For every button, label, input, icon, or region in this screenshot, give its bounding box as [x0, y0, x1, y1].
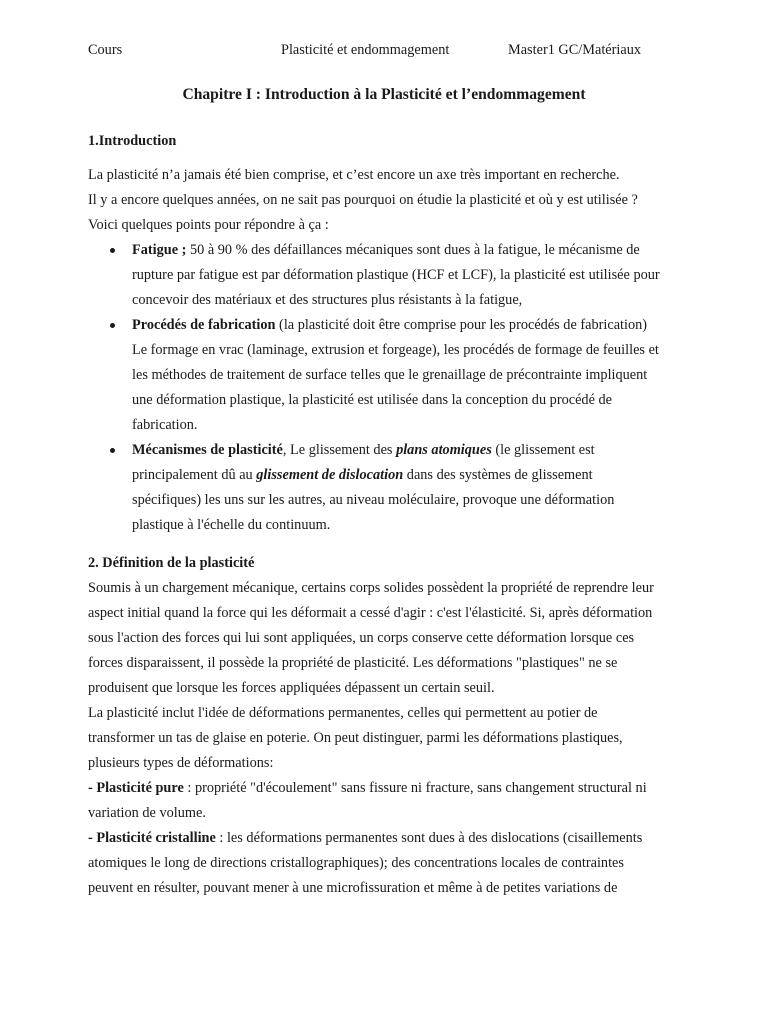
bullet-item-fatigue — [88, 238, 682, 313]
emphasis-text: glissement de dislocation — [256, 467, 404, 483]
bullet-icon — [110, 448, 115, 453]
intro-paragraph — [88, 163, 682, 238]
term-label: - Plasticité cristalline — [88, 830, 216, 846]
text-line: sous l'action des forces qui lui sont appliquées, un corps conserve cette déformation lorsque ces — [88, 630, 635, 646]
text-line: peuvent en résulter, pouvant mener à une microfissuration et même à de petites variations de — [88, 880, 618, 896]
text-line: aspect initial quand la force qui les déformait a cessé d'agir : c'est l'élasticité. Si, après déformation — [88, 605, 653, 621]
bullet-icon — [110, 323, 115, 328]
text-line: Soumis à un chargement mécanique, certains corps solides possèdent la propriété de reprendre leur — [88, 580, 654, 596]
text-line: La plasticité inclut l'idée de déformations permanentes, celles qui permettent au potier de — [88, 705, 598, 721]
text-line: concevoir des matériaux et des structures plus résistants à la fatigue, — [132, 292, 523, 308]
intro-bullet-list — [88, 238, 682, 538]
header-subject: Plasticité et endommagement — [281, 42, 450, 58]
chapter-title: Chapitre I : Introduction à la Plasticité et l’endommagement — [182, 86, 586, 103]
text-line: spécifiques) les uns sur les autres, au niveau moléculaire, provoque une déformation — [132, 492, 615, 508]
bullet-item-fabrication — [88, 313, 682, 438]
document-body — [88, 129, 682, 901]
text-line: Voici quelques points pour répondre à ça : — [88, 217, 329, 233]
text-line: transformer un tas de glaise en poterie. On peut distinguer, parmi les déformations plastiques, — [88, 730, 623, 746]
text-line: principalement dû au glissement de dislocation dans des systèmes de glissement — [132, 467, 593, 483]
text-line: Mécanismes de plasticité, Le glissement des plans atomiques (le glissement est — [132, 442, 595, 458]
term-label: - Plasticité pure — [88, 780, 184, 796]
text-line: plastique à l'échelle du continuum. — [132, 517, 331, 533]
bullet-icon — [110, 248, 115, 253]
text-line: les méthodes de traitement de surface telles que le grenaillage de précontrainte impliquent — [132, 367, 648, 383]
text-line: plusieurs types de déformations: — [88, 755, 274, 771]
text-line: - Plasticité pure : propriété "d'écoulement" sans fissure ni fracture, sans changement structural ni — [88, 780, 647, 796]
text-line: - Plasticité cristalline : les déformations permanentes sont dues à des dislocations (cisaillements — [88, 830, 643, 846]
bullet-item-mecanismes — [88, 438, 682, 538]
text-line: une déformation plastique, la plasticité est utilisée dans la conception du procédé de — [132, 392, 612, 408]
section-heading-definition: 2. Définition de la plasticité — [88, 555, 255, 571]
bullet-label: Mécanismes de plasticité — [132, 442, 283, 458]
header-level: Master1 GC/Matériaux — [508, 42, 642, 58]
text-line: produisent que lorsque les forces appliquées dépassent un certain seuil. — [88, 680, 495, 696]
text-line: La plasticité n’a jamais été bien comprise, et c’est encore un axe très important en recherche. — [88, 167, 620, 183]
text-line: Fatigue ; 50 à 90 % des défaillances mécaniques sont dues à la fatigue, le mécanisme de — [132, 242, 640, 258]
plasticite-pure-item — [88, 776, 682, 826]
text-line: Le formage en vrac (laminage, extrusion et forgeage), les procédés de formage de feuilles et — [132, 342, 659, 358]
types-paragraph — [88, 701, 682, 776]
text-line: fabrication. — [132, 417, 198, 433]
section-heading-introduction: 1.Introduction — [88, 133, 177, 149]
emphasis-text: plans atomiques — [396, 442, 492, 458]
text-line: rupture par fatigue est par déformation plastique (HCF et LCF), la plasticité est utilisée pour — [132, 267, 660, 283]
text-line: atomiques le long de directions cristallographiques); des concentrations locales de contraintes — [88, 855, 624, 871]
definition-paragraph — [88, 576, 682, 701]
header-course: Cours — [88, 42, 123, 58]
text-line: variation de volume. — [88, 805, 206, 821]
bullet-label: Procédés de fabrication — [132, 317, 276, 333]
bullet-label: Fatigue ; — [132, 242, 187, 258]
text-line: forces disparaissent, il possède la propriété de plasticité. Les déformations "plastiques" ne se — [88, 655, 618, 671]
plasticite-cristalline-item — [88, 826, 682, 901]
text-line: Procédés de fabrication (la plasticité doit être comprise pour les procédés de fabrication) — [132, 317, 648, 333]
text-line: Il y a encore quelques années, on ne sait pas pourquoi on étudie la plasticité et où y est utilisée ? — [88, 192, 638, 208]
